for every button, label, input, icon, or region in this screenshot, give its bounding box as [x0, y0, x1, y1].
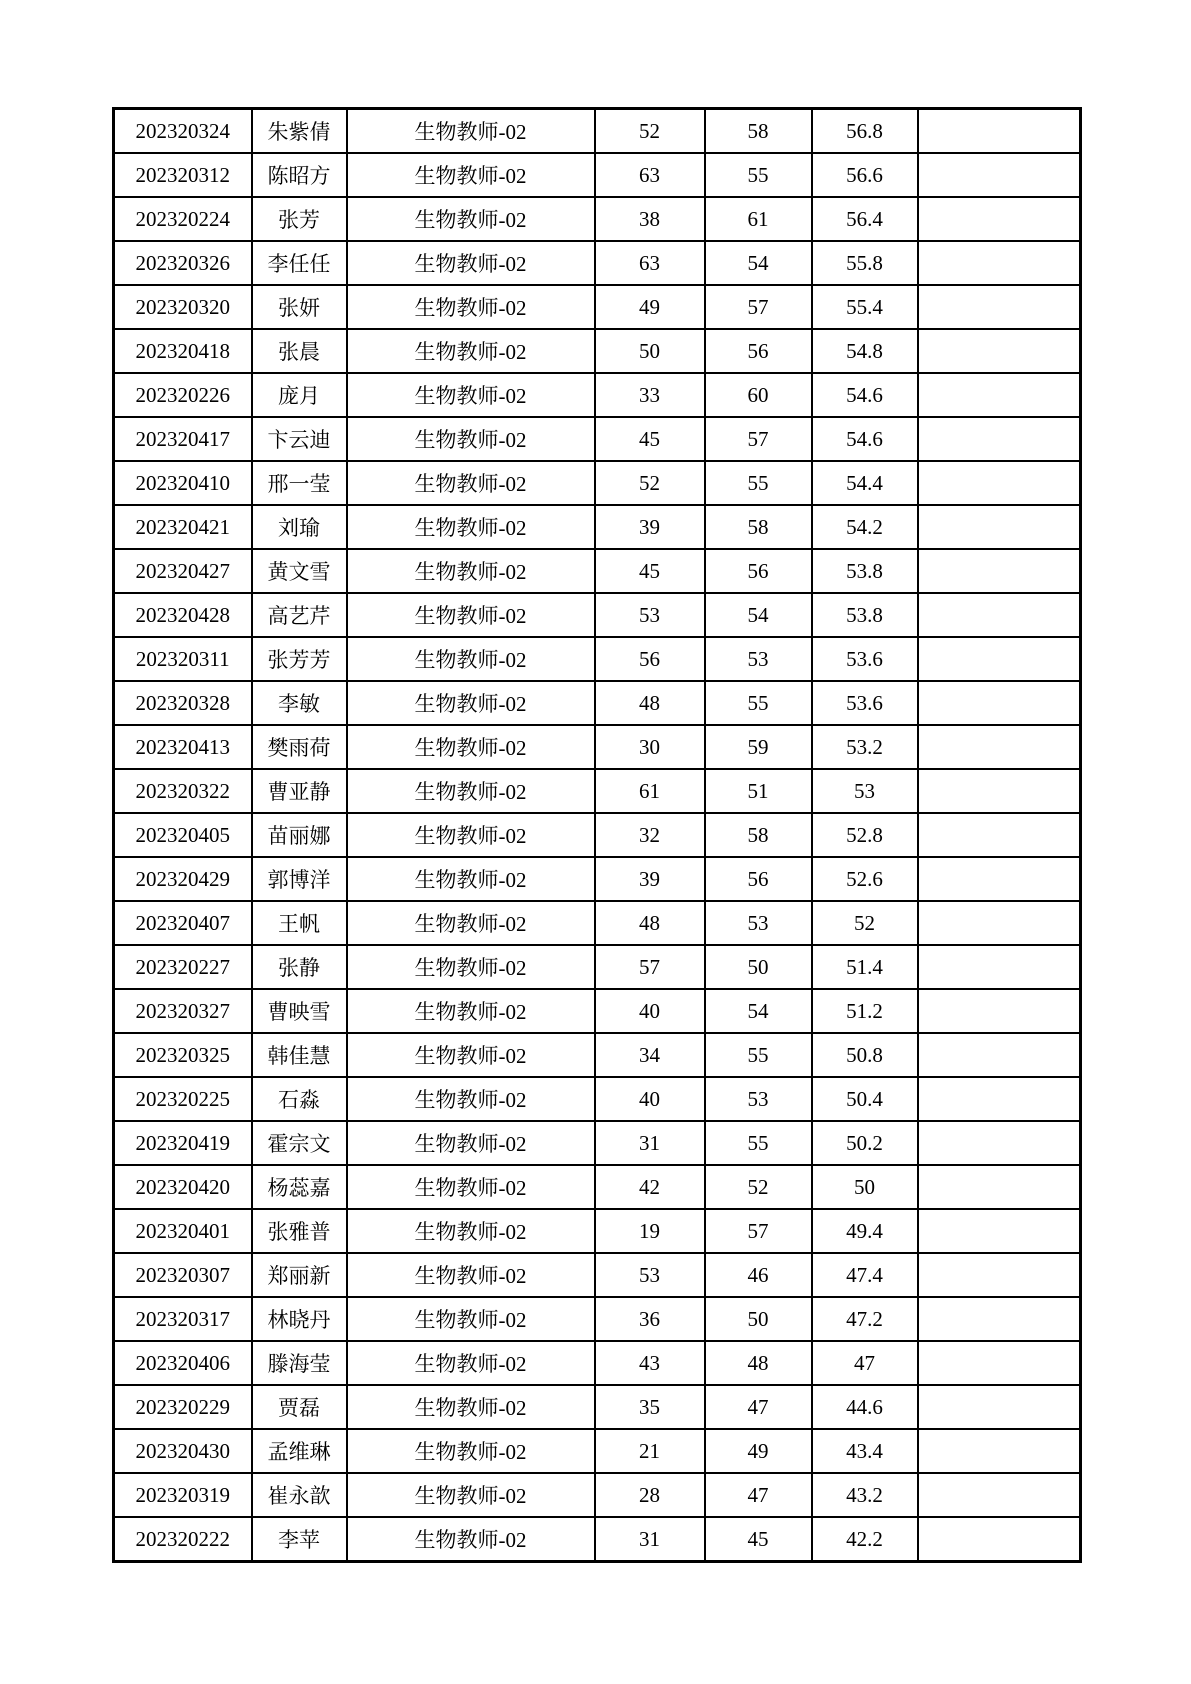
name-cell: 陈昭方	[252, 153, 347, 197]
blank-cell	[918, 549, 1081, 593]
position-cell: 生物教师-02	[347, 945, 595, 989]
final-score-cell: 47	[812, 1341, 918, 1385]
name-cell: 崔永歆	[252, 1473, 347, 1517]
score2-cell: 55	[705, 681, 812, 725]
final-score-cell: 55.8	[812, 241, 918, 285]
exam-id-cell: 202320224	[114, 197, 252, 241]
position-cell: 生物教师-02	[347, 197, 595, 241]
table-row	[114, 1297, 1081, 1341]
score1-cell: 40	[595, 1077, 705, 1121]
score2-cell: 55	[705, 461, 812, 505]
name-cell: 苗丽娜	[252, 813, 347, 857]
final-score-cell: 50	[812, 1165, 918, 1209]
blank-cell	[918, 153, 1081, 197]
table-row	[114, 1033, 1081, 1077]
score2-cell: 53	[705, 1077, 812, 1121]
blank-cell	[918, 329, 1081, 373]
final-score-cell: 53.2	[812, 725, 918, 769]
position-cell: 生物教师-02	[347, 241, 595, 285]
table-row	[114, 857, 1081, 901]
score1-cell: 32	[595, 813, 705, 857]
score1-cell: 53	[595, 593, 705, 637]
score1-cell: 36	[595, 1297, 705, 1341]
final-score-cell: 54.2	[812, 505, 918, 549]
table-row	[114, 1121, 1081, 1165]
blank-cell	[918, 373, 1081, 417]
final-score-cell: 50.4	[812, 1077, 918, 1121]
score2-cell: 58	[705, 505, 812, 549]
name-cell: 张静	[252, 945, 347, 989]
position-cell: 生物教师-02	[347, 1473, 595, 1517]
table-row	[114, 813, 1081, 857]
blank-cell	[918, 1077, 1081, 1121]
exam-id-cell: 202320413	[114, 725, 252, 769]
name-cell: 高艺芹	[252, 593, 347, 637]
score2-cell: 56	[705, 549, 812, 593]
results-table	[112, 107, 1082, 1563]
score2-cell: 58	[705, 813, 812, 857]
final-score-cell: 52	[812, 901, 918, 945]
score1-cell: 35	[595, 1385, 705, 1429]
final-score-cell: 56.8	[812, 109, 918, 154]
position-cell: 生物教师-02	[347, 1517, 595, 1562]
exam-id-cell: 202320227	[114, 945, 252, 989]
blank-cell	[918, 901, 1081, 945]
score2-cell: 52	[705, 1165, 812, 1209]
blank-cell	[918, 285, 1081, 329]
exam-id-cell: 202320312	[114, 153, 252, 197]
score1-cell: 57	[595, 945, 705, 989]
score1-cell: 53	[595, 1253, 705, 1297]
final-score-cell: 52.6	[812, 857, 918, 901]
exam-id-cell: 202320420	[114, 1165, 252, 1209]
score2-cell: 55	[705, 1121, 812, 1165]
exam-id-cell: 202320225	[114, 1077, 252, 1121]
blank-cell	[918, 1517, 1081, 1562]
position-cell: 生物教师-02	[347, 989, 595, 1033]
blank-cell	[918, 769, 1081, 813]
score2-cell: 55	[705, 1033, 812, 1077]
exam-id-cell: 202320427	[114, 549, 252, 593]
position-cell: 生物教师-02	[347, 1209, 595, 1253]
score2-cell: 50	[705, 1297, 812, 1341]
score2-cell: 57	[705, 285, 812, 329]
score2-cell: 56	[705, 857, 812, 901]
position-cell: 生物教师-02	[347, 593, 595, 637]
score1-cell: 38	[595, 197, 705, 241]
score1-cell: 19	[595, 1209, 705, 1253]
name-cell: 卞云迪	[252, 417, 347, 461]
table-row	[114, 681, 1081, 725]
score2-cell: 57	[705, 417, 812, 461]
position-cell: 生物教师-02	[347, 1033, 595, 1077]
name-cell: 张芳	[252, 197, 347, 241]
position-cell: 生物教师-02	[347, 505, 595, 549]
blank-cell	[918, 1297, 1081, 1341]
blank-cell	[918, 241, 1081, 285]
blank-cell	[918, 1385, 1081, 1429]
blank-cell	[918, 1121, 1081, 1165]
final-score-cell: 53.6	[812, 637, 918, 681]
name-cell: 张晨	[252, 329, 347, 373]
score2-cell: 60	[705, 373, 812, 417]
final-score-cell: 52.8	[812, 813, 918, 857]
score2-cell: 53	[705, 637, 812, 681]
table-row	[114, 461, 1081, 505]
position-cell: 生物教师-02	[347, 1341, 595, 1385]
exam-id-cell: 202320226	[114, 373, 252, 417]
table-row	[114, 285, 1081, 329]
table-row	[114, 769, 1081, 813]
score2-cell: 45	[705, 1517, 812, 1562]
position-cell: 生物教师-02	[347, 1429, 595, 1473]
exam-id-cell: 202320325	[114, 1033, 252, 1077]
final-score-cell: 54.6	[812, 373, 918, 417]
score2-cell: 53	[705, 901, 812, 945]
score2-cell: 47	[705, 1385, 812, 1429]
name-cell: 郑丽新	[252, 1253, 347, 1297]
score2-cell: 51	[705, 769, 812, 813]
exam-id-cell: 202320401	[114, 1209, 252, 1253]
table-row	[114, 197, 1081, 241]
position-cell: 生物教师-02	[347, 417, 595, 461]
blank-cell	[918, 1429, 1081, 1473]
final-score-cell: 53.8	[812, 549, 918, 593]
score1-cell: 40	[595, 989, 705, 1033]
table-row	[114, 637, 1081, 681]
name-cell: 孟维琳	[252, 1429, 347, 1473]
score2-cell: 47	[705, 1473, 812, 1517]
exam-id-cell: 202320311	[114, 637, 252, 681]
position-cell: 生物教师-02	[347, 1253, 595, 1297]
final-score-cell: 51.4	[812, 945, 918, 989]
name-cell: 曹亚静	[252, 769, 347, 813]
name-cell: 张芳芳	[252, 637, 347, 681]
blank-cell	[918, 109, 1081, 154]
exam-id-cell: 202320421	[114, 505, 252, 549]
score1-cell: 45	[595, 549, 705, 593]
score1-cell: 52	[595, 461, 705, 505]
position-cell: 生物教师-02	[347, 1165, 595, 1209]
score2-cell: 54	[705, 989, 812, 1033]
score2-cell: 48	[705, 1341, 812, 1385]
blank-cell	[918, 681, 1081, 725]
score1-cell: 31	[595, 1121, 705, 1165]
position-cell: 生物教师-02	[347, 329, 595, 373]
table-row	[114, 945, 1081, 989]
final-score-cell: 47.4	[812, 1253, 918, 1297]
exam-id-cell: 202320417	[114, 417, 252, 461]
name-cell: 朱紫倩	[252, 109, 347, 154]
final-score-cell: 47.2	[812, 1297, 918, 1341]
position-cell: 生物教师-02	[347, 373, 595, 417]
table-row	[114, 373, 1081, 417]
position-cell: 生物教师-02	[347, 549, 595, 593]
table-row	[114, 1429, 1081, 1473]
name-cell: 刘瑜	[252, 505, 347, 549]
score1-cell: 52	[595, 109, 705, 154]
table-row	[114, 109, 1081, 154]
name-cell: 林晓丹	[252, 1297, 347, 1341]
position-cell: 生物教师-02	[347, 813, 595, 857]
name-cell: 李敏	[252, 681, 347, 725]
position-cell: 生物教师-02	[347, 725, 595, 769]
table-row	[114, 1165, 1081, 1209]
table-row	[114, 593, 1081, 637]
exam-id-cell: 202320322	[114, 769, 252, 813]
exam-id-cell: 202320407	[114, 901, 252, 945]
name-cell: 樊雨荷	[252, 725, 347, 769]
name-cell: 张妍	[252, 285, 347, 329]
table-row	[114, 505, 1081, 549]
blank-cell	[918, 637, 1081, 681]
exam-id-cell: 202320319	[114, 1473, 252, 1517]
exam-id-cell: 202320327	[114, 989, 252, 1033]
blank-cell	[918, 1473, 1081, 1517]
score2-cell: 50	[705, 945, 812, 989]
score1-cell: 56	[595, 637, 705, 681]
name-cell: 霍宗文	[252, 1121, 347, 1165]
position-cell: 生物教师-02	[347, 109, 595, 154]
name-cell: 庞月	[252, 373, 347, 417]
blank-cell	[918, 945, 1081, 989]
position-cell: 生物教师-02	[347, 857, 595, 901]
exam-id-cell: 202320320	[114, 285, 252, 329]
exam-id-cell: 202320328	[114, 681, 252, 725]
table-row	[114, 725, 1081, 769]
blank-cell	[918, 505, 1081, 549]
exam-id-cell: 202320222	[114, 1517, 252, 1562]
exam-id-cell: 202320418	[114, 329, 252, 373]
blank-cell	[918, 593, 1081, 637]
exam-id-cell: 202320307	[114, 1253, 252, 1297]
score1-cell: 31	[595, 1517, 705, 1562]
name-cell: 郭博洋	[252, 857, 347, 901]
score1-cell: 48	[595, 901, 705, 945]
exam-id-cell: 202320419	[114, 1121, 252, 1165]
final-score-cell: 49.4	[812, 1209, 918, 1253]
name-cell: 贾磊	[252, 1385, 347, 1429]
name-cell: 王帆	[252, 901, 347, 945]
name-cell: 李苹	[252, 1517, 347, 1562]
blank-cell	[918, 1165, 1081, 1209]
score1-cell: 49	[595, 285, 705, 329]
blank-cell	[918, 813, 1081, 857]
score2-cell: 58	[705, 109, 812, 154]
name-cell: 黄文雪	[252, 549, 347, 593]
table-row	[114, 241, 1081, 285]
name-cell: 韩佳慧	[252, 1033, 347, 1077]
table-row	[114, 901, 1081, 945]
score2-cell: 59	[705, 725, 812, 769]
final-score-cell: 54.8	[812, 329, 918, 373]
score1-cell: 39	[595, 505, 705, 549]
final-score-cell: 56.6	[812, 153, 918, 197]
score1-cell: 39	[595, 857, 705, 901]
exam-id-cell: 202320410	[114, 461, 252, 505]
score2-cell: 46	[705, 1253, 812, 1297]
exam-id-cell: 202320406	[114, 1341, 252, 1385]
final-score-cell: 50.8	[812, 1033, 918, 1077]
final-score-cell: 53.8	[812, 593, 918, 637]
score1-cell: 33	[595, 373, 705, 417]
exam-id-cell: 202320317	[114, 1297, 252, 1341]
table-row	[114, 989, 1081, 1033]
score2-cell: 54	[705, 241, 812, 285]
exam-id-cell: 202320430	[114, 1429, 252, 1473]
score2-cell: 55	[705, 153, 812, 197]
blank-cell	[918, 1033, 1081, 1077]
table-row	[114, 1077, 1081, 1121]
name-cell: 杨蕊嘉	[252, 1165, 347, 1209]
position-cell: 生物教师-02	[347, 1385, 595, 1429]
table-row	[114, 1385, 1081, 1429]
score1-cell: 61	[595, 769, 705, 813]
blank-cell	[918, 197, 1081, 241]
score1-cell: 34	[595, 1033, 705, 1077]
table-row	[114, 1209, 1081, 1253]
final-score-cell: 53.6	[812, 681, 918, 725]
final-score-cell: 44.6	[812, 1385, 918, 1429]
exam-id-cell: 202320324	[114, 109, 252, 154]
exam-id-cell: 202320229	[114, 1385, 252, 1429]
score1-cell: 28	[595, 1473, 705, 1517]
final-score-cell: 51.2	[812, 989, 918, 1033]
exam-id-cell: 202320429	[114, 857, 252, 901]
table-row	[114, 1473, 1081, 1517]
position-cell: 生物教师-02	[347, 285, 595, 329]
final-score-cell: 53	[812, 769, 918, 813]
name-cell: 张雅普	[252, 1209, 347, 1253]
blank-cell	[918, 989, 1081, 1033]
score1-cell: 48	[595, 681, 705, 725]
score2-cell: 49	[705, 1429, 812, 1473]
blank-cell	[918, 1209, 1081, 1253]
blank-cell	[918, 417, 1081, 461]
exam-id-cell: 202320326	[114, 241, 252, 285]
table-row	[114, 1341, 1081, 1385]
blank-cell	[918, 461, 1081, 505]
table-row	[114, 417, 1081, 461]
results-table-body	[114, 109, 1081, 1562]
score1-cell: 42	[595, 1165, 705, 1209]
position-cell: 生物教师-02	[347, 153, 595, 197]
final-score-cell: 55.4	[812, 285, 918, 329]
name-cell: 石淼	[252, 1077, 347, 1121]
final-score-cell: 54.6	[812, 417, 918, 461]
exam-id-cell: 202320405	[114, 813, 252, 857]
name-cell: 曹映雪	[252, 989, 347, 1033]
score1-cell: 50	[595, 329, 705, 373]
blank-cell	[918, 1341, 1081, 1385]
final-score-cell: 50.2	[812, 1121, 918, 1165]
position-cell: 生物教师-02	[347, 1297, 595, 1341]
blank-cell	[918, 857, 1081, 901]
score2-cell: 56	[705, 329, 812, 373]
position-cell: 生物教师-02	[347, 901, 595, 945]
position-cell: 生物教师-02	[347, 681, 595, 725]
exam-id-cell: 202320428	[114, 593, 252, 637]
blank-cell	[918, 725, 1081, 769]
final-score-cell: 54.4	[812, 461, 918, 505]
position-cell: 生物教师-02	[347, 637, 595, 681]
position-cell: 生物教师-02	[347, 769, 595, 813]
score1-cell: 63	[595, 241, 705, 285]
name-cell: 滕海莹	[252, 1341, 347, 1385]
score2-cell: 61	[705, 197, 812, 241]
table-row	[114, 329, 1081, 373]
final-score-cell: 42.2	[812, 1517, 918, 1562]
score1-cell: 63	[595, 153, 705, 197]
position-cell: 生物教师-02	[347, 461, 595, 505]
table-row	[114, 549, 1081, 593]
name-cell: 邢一莹	[252, 461, 347, 505]
score1-cell: 45	[595, 417, 705, 461]
score2-cell: 54	[705, 593, 812, 637]
score2-cell: 57	[705, 1209, 812, 1253]
position-cell: 生物教师-02	[347, 1077, 595, 1121]
score1-cell: 43	[595, 1341, 705, 1385]
final-score-cell: 43.2	[812, 1473, 918, 1517]
name-cell: 李任任	[252, 241, 347, 285]
score1-cell: 21	[595, 1429, 705, 1473]
blank-cell	[918, 1253, 1081, 1297]
table-row	[114, 1517, 1081, 1562]
table-row	[114, 153, 1081, 197]
position-cell: 生物教师-02	[347, 1121, 595, 1165]
score1-cell: 30	[595, 725, 705, 769]
final-score-cell: 56.4	[812, 197, 918, 241]
final-score-cell: 43.4	[812, 1429, 918, 1473]
table-row	[114, 1253, 1081, 1297]
